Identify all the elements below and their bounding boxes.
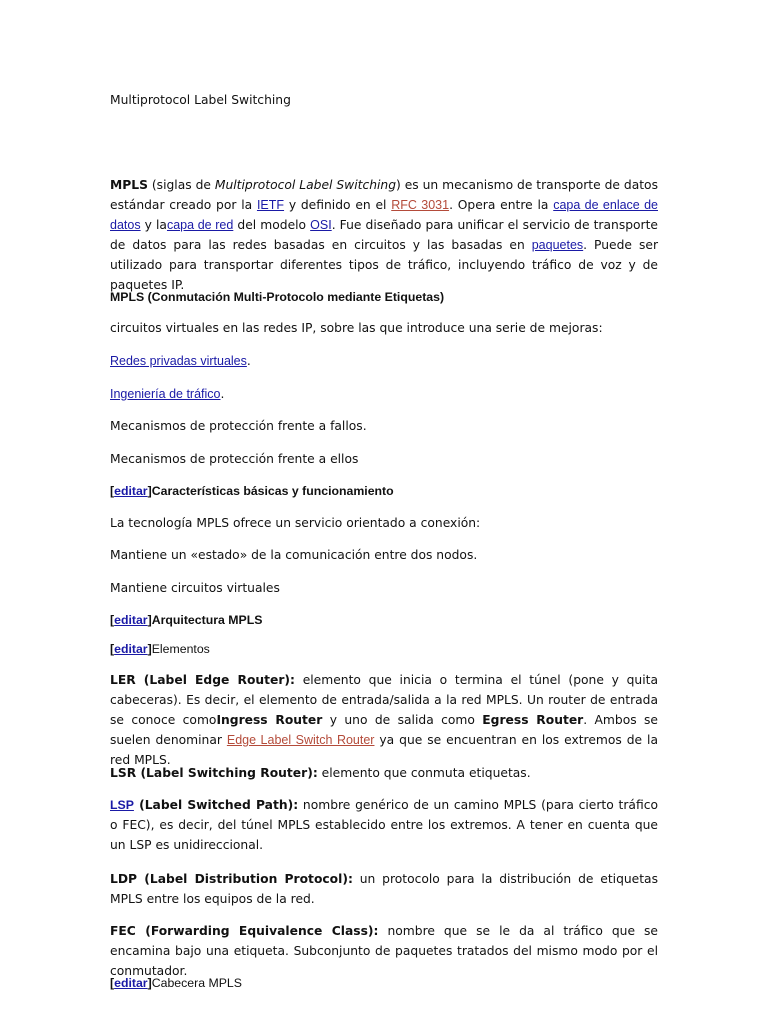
intro-mpls-term: MPLS	[110, 178, 148, 192]
lsr-term: LSR (Label Switching Router):	[110, 766, 318, 780]
tecnologia-text: La tecnología MPLS ofrece un servicio orientado a conexión:	[110, 516, 481, 530]
document-title: Multiprotocol Label Switching	[110, 93, 291, 107]
intro-mpls-full: Multiprotocol Label Switching	[214, 178, 397, 192]
mantiene-circuitos: Mantiene circuitos virtuales	[110, 581, 280, 595]
fec-paragraph: FEC (Forwarding Equivalence Class): nombre que se le da al tráfico que se encamina bajo una etiqueta. Subconjunto de paquetes tratados del mismo modo por el conmutador.	[110, 924, 659, 978]
ler-paragraph: LER (Label Edge Router): elemento que inicia o termina el túnel (pone y quita cabeceras). Es decir, el elemento de entrada/salida a la red MPLS. Un router de entrada se conoce comoIngress Router y uno de salida como Egress Router. Ambos se suelen denominar Edge Label Switch Router ya que se encuentran en los extremos de la red MPLS.	[110, 673, 658, 767]
edge-label-switch-router-link[interactable]: Edge Label Switch Router	[226, 733, 375, 747]
section-caracteristicas: [editar]Características básicas y funcionamiento	[110, 484, 394, 498]
mecanismos-fallos: Mecanismos de protección frente a fallos.	[110, 419, 367, 433]
osi-link[interactable]: OSI	[310, 218, 332, 232]
redes-privadas-link[interactable]: Redes privadas virtuales	[110, 354, 247, 368]
ldp-term: LDP (Label Distribution Protocol):	[110, 872, 353, 886]
edit-arquitectura-link[interactable]: editar	[114, 613, 148, 627]
ldp-paragraph: LDP (Label Distribution Protocol): un protocolo para la distribución de etiquetas MPLS entre los equipos de la red.	[110, 872, 659, 906]
fec-term: FEC (Forwarding Equivalence Class):	[110, 924, 379, 938]
edit-elementos-link[interactable]: editar	[114, 642, 148, 656]
section-cabecera: [editar]Cabecera MPLS	[110, 976, 242, 990]
paquetes-link[interactable]: paquetes	[531, 238, 584, 252]
ler-term: LER (Label Edge Router):	[110, 673, 295, 687]
mantiene-estado: Mantiene un «estado» de la comunicación entre dos nodos.	[110, 548, 478, 562]
ingenieria-link[interactable]: Ingeniería de tráfico	[110, 387, 221, 401]
capa-enlace-link[interactable]: capa de enlace de datos	[110, 198, 658, 232]
edit-cabecera-link[interactable]: editar	[114, 976, 148, 990]
lsp-term: (Label Switched Path):	[133, 798, 299, 812]
section-elementos: [editar]Elementos	[110, 642, 210, 656]
heading-conmutacion: MPLS (Conmutación Multi-Protocolo mediante Etiquetas)	[110, 290, 445, 304]
lsp-link[interactable]: LSP	[110, 798, 134, 812]
mecanismos-ellos: Mecanismos de protección frente a ellos	[110, 452, 359, 466]
list-item-redes-privadas: Redes privadas virtuales.	[110, 354, 251, 368]
lsr-paragraph: LSR (Label Switching Router): elemento que conmuta etiquetas.	[110, 766, 531, 780]
section-arquitectura: [editar]Arquitectura MPLS	[110, 613, 263, 627]
circuitos-text: circuitos virtuales en las redes IP, sobre las que introduce una serie de mejoras:	[110, 321, 603, 335]
intro-paragraph: MPLS (siglas de Multiprotocol Label Switching) es un mecanismo de transporte de datos estándar creado por la IETF y definido en el RFC 3031. Opera entre la capa de enlace de datos y lacapa de red del modelo OSI. Fue diseñado para unificar el servicio de transporte de datos para las redes basadas en circuitos y las basadas en paquetes. Puede ser utilizado para transportar diferentes tipos de tráfico, incluyendo tráfico de voz y de paquetes IP.	[110, 178, 658, 292]
rfc-3031-link[interactable]: RFC 3031	[391, 198, 450, 212]
ietf-link[interactable]: IETF	[256, 198, 285, 212]
capa-red-link[interactable]: capa de red	[166, 218, 234, 232]
edit-caracteristicas-link[interactable]: editar	[114, 484, 148, 498]
list-item-ingenieria: Ingeniería de tráfico.	[110, 387, 225, 401]
lsp-paragraph: LSP (Label Switched Path): nombre genérico de un camino MPLS (para cierto tráfico o FEC), es decir, del túnel MPLS establecido entre los extremos. A tener en cuenta que un LSP es unidireccional.	[110, 798, 658, 852]
